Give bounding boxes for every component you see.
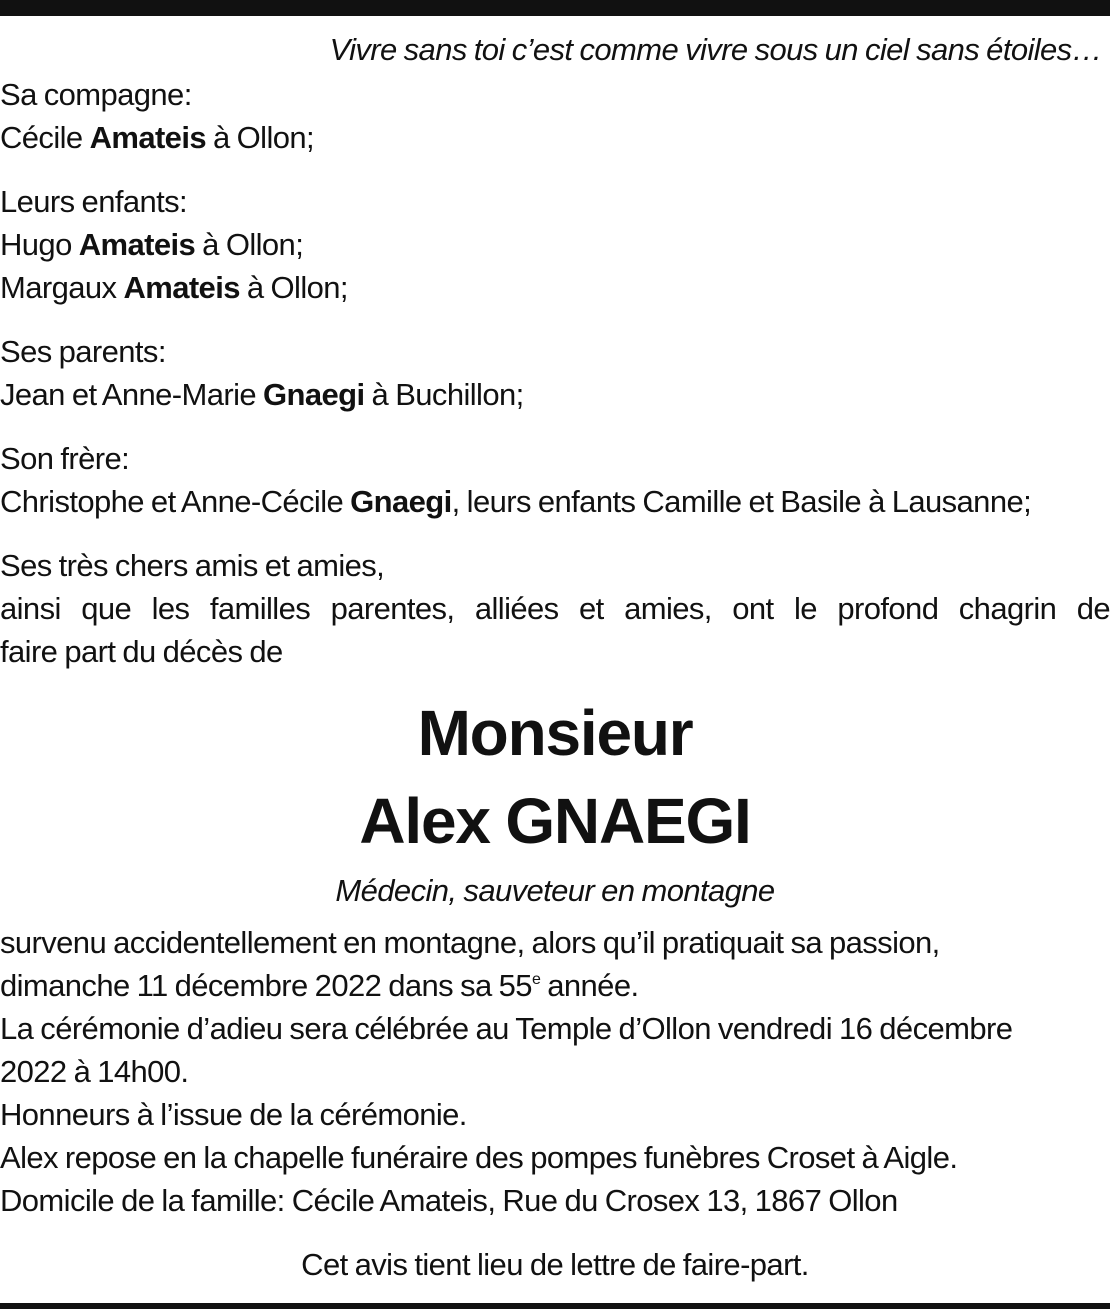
brother-heading: Son frère: xyxy=(0,441,130,476)
child-rest: à Ollon; xyxy=(202,227,304,262)
details-line-1: survenu accidentellement en montagne, alors qu’il pratiquait sa passion, xyxy=(0,925,940,960)
friends-section xyxy=(0,544,1110,673)
details-line-2-text: dimanche 11 décembre 2022 dans sa 55 xyxy=(0,968,532,1003)
children-section xyxy=(0,180,1110,309)
details-line-2 xyxy=(0,964,1110,1007)
child-surname: Amateis xyxy=(78,227,196,262)
brother-entry xyxy=(0,480,1110,523)
companion-surname: Amateis xyxy=(89,120,206,155)
top-rule xyxy=(0,0,1110,16)
closing-note: Cet avis tient lieu de lettre de faire-part. xyxy=(301,1247,809,1282)
child-entry xyxy=(0,223,1110,266)
details-line-3: La cérémonie d’adieu sera célébrée au Temple d’Ollon vendredi 16 décembre xyxy=(0,1011,1013,1046)
ordinal-superscript: e xyxy=(531,971,541,988)
friends-line-2: ainsi que les familles parentes, alliées et amies, ont le profond chagrin de xyxy=(0,591,1110,626)
child-surname: Amateis xyxy=(123,270,240,305)
deceased-profession: Médecin, sauveteur en montagne xyxy=(335,873,775,908)
bottom-rule xyxy=(0,1303,1110,1309)
brother-section xyxy=(0,437,1110,523)
companion-first: Cécile xyxy=(0,120,83,155)
obituary-notice xyxy=(0,26,1110,1286)
child-first: Hugo xyxy=(0,227,72,262)
child-first: Margaux xyxy=(0,270,117,305)
parents-surname: Gnaegi xyxy=(263,377,365,412)
children-heading: Leurs enfants: xyxy=(0,184,188,219)
child-entry xyxy=(0,266,1110,309)
epigraph: Vivre sans toi c’est comme vivre sous un ciel sans étoiles… xyxy=(329,32,1102,67)
companion-section xyxy=(0,73,1110,159)
details-line-7: Domicile de la famille: Cécile Amateis, Rue du Crosex 13, 1867 Ollon xyxy=(0,1183,898,1218)
brother-surname: Gnaegi xyxy=(350,484,452,519)
details-line-6: Alex repose en la chapelle funéraire des pompes funèbres Croset à Aigle. xyxy=(0,1140,958,1175)
companion-rest: à Ollon; xyxy=(213,120,315,155)
parents-entry xyxy=(0,373,1110,416)
parents-heading: Ses parents: xyxy=(0,334,166,369)
friends-line-3: faire part du décès de xyxy=(0,634,283,669)
deceased-heading xyxy=(0,689,1110,911)
parents-rest: à Buchillon; xyxy=(371,377,524,412)
friends-line-1: Ses très chers amis et amies, xyxy=(0,548,385,583)
companion-entry xyxy=(0,116,1110,159)
companion-heading: Sa compagne: xyxy=(0,77,192,112)
brother-rest: , leurs enfants Camille et Basile à Lausanne; xyxy=(451,484,1032,519)
child-rest: à Ollon; xyxy=(246,270,348,305)
details-line-2-end: année. xyxy=(540,968,639,1003)
deceased-name: Alex GNAEGI xyxy=(359,785,751,857)
parents-section xyxy=(0,330,1110,416)
brother-first: Christophe et Anne-Cécile xyxy=(0,484,344,519)
deceased-title: Monsieur xyxy=(417,697,693,769)
details-line-4: 2022 à 14h00. xyxy=(0,1054,189,1089)
parents-first: Jean et Anne-Marie xyxy=(0,377,257,412)
details-section xyxy=(0,921,1110,1222)
details-line-5: Honneurs à l’issue de la cérémonie. xyxy=(0,1097,467,1132)
